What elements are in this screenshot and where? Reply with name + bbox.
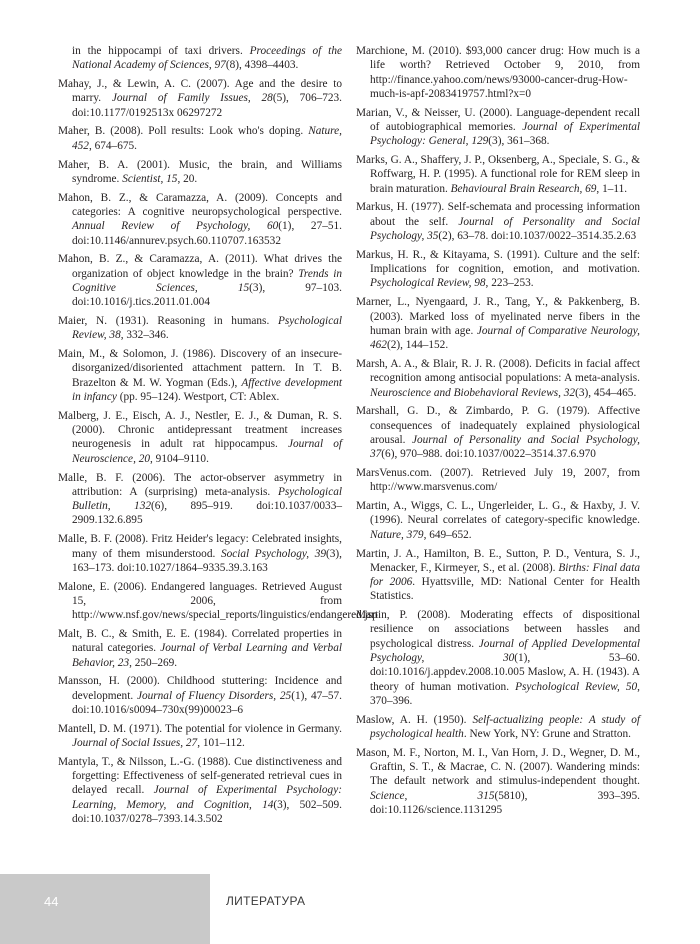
reference-text: Markus, H. R., & Kitayama, S. (1991). Culture and the self: Implications for cognition, emotion, and motivation. [356,248,640,276]
reference-source-italic: Psychological Review, 38 [72,315,342,342]
reference-entry [356,499,640,542]
reference-entry [58,158,342,187]
reference-entry [58,77,342,120]
reference-source-italic: Journal of Fluency Disorders, 25 [136,689,292,702]
reference-text: , 674–675. [88,139,137,152]
reference-source-italic: Affective development in infancy [72,376,343,404]
reference-text: Maher, B. (2008). Poll results: Look who's doping. [58,125,309,138]
reference-entry [58,627,342,670]
reference-text: , 332–346. [120,329,169,342]
reference-source-italic: Journal of Applied Developmental Psychology, 30 [370,637,641,665]
reference-text: Malle, B. F. (2008). Fritz Heider's legacy: Celebrated insights, many of them misunderstood. [58,533,342,560]
reference-entry [58,44,342,73]
reference-text: . Hyattsville, MD: National Center for Health Statistics. [370,576,640,603]
reference-entry [58,674,342,717]
reference-entry [356,44,640,101]
reference-source-italic: Journal of Neuroscience, 20 [72,438,342,465]
reference-text: Marshall, G. D., & Zimbardo, P. G. (1979). Affective consequences of inadequately explained physiological arousal. [356,405,640,446]
reference-text: (3), 502–509. doi:10.1037/0278–7393.14.3.502 [72,798,342,826]
reference-entry [58,722,342,751]
reference-entry [356,746,640,817]
reference-source-italic: Journal of Experimental Psychology: General, 129 [370,120,640,148]
reference-text: (5), 706–723. doi:10.1177/0192513x 06297272 [72,92,343,119]
reference-text: (3), 361–368. [488,135,550,148]
reference-text: Mansson, H. (2000). Childhood stuttering: Incidence and development. [58,675,342,702]
reference-entry [356,295,640,352]
reference-source-italic: Journal of Social Issues, 27 [72,737,198,750]
reference-text: Martin, P. (2008). Moderating effects of dispositional resilience on associations between hassles and psychological distress. [356,609,640,650]
reference-text: (8), 4398–4403. [225,59,299,72]
reference-text: , 101–112. [197,737,245,750]
reference-text: Maher, B. A. (2001). Music, the brain, and Williams syndrome. [58,158,342,185]
reference-entry [58,347,342,404]
reference-source-italic: Psychological Bulletin, 132 [72,485,342,513]
reference-text: Malle, B. F. (2006). The actor-observer asymmetry in attribution: A (surprising) meta-analysis. [58,471,342,498]
reference-text: (6), 895–919. doi:10.1037/0033–2909.132.6.895 [72,500,342,527]
reference-text: , 20. [177,172,198,185]
reference-text: , 223–253. [485,277,534,290]
reference-source-italic: Behavioural Brain Research, 69 [450,182,597,195]
footer-page-tab [0,874,210,944]
page-footer [0,874,700,944]
reference-entry [58,409,342,466]
reference-text: (1), 27–51. doi:10.1146/annurev.psych.60.110707.163532 [72,220,342,247]
reference-text: Mahon, B. Z., & Caramazza, A. (2011). What drives the organization of object knowledge in the brain? [58,253,342,280]
reference-text: . New York, NY: Grune and Stratton. [463,728,631,741]
reference-text: , 649–652. [423,528,472,541]
reference-entry [58,755,342,826]
reference-text: (1), 53–60. doi:10.1016/j.appdev.2008.10.005 Maslow, A. H. (1943). A theory of human motivation. [370,652,640,693]
reference-entry [356,200,640,243]
reference-text: (6), 970–988. doi:10.1037/0022–3514.37.6.970 [381,448,596,461]
reference-text: Malberg, J. E., Eisch, A. J., Nestler, E. J., & Duman, R. S. (2000). Chronic antidepressant treatment increases neurogenesis in adult rat hippocampus. [58,409,342,451]
reference-source-italic: Proceedings of the National Academy of Sciences, 97 [72,45,342,72]
reference-entry [356,248,640,291]
reference-source-italic: Social Psychology, 39 [220,547,326,560]
reference-source-italic: Nature, 379 [370,528,424,541]
reference-entry [356,466,640,495]
reference-text: Mahon, B. Z., & Caramazza, A. (2009). Concepts and categories: A cognitive neuropsychological perspective. [58,191,342,218]
reference-entry [356,404,640,461]
reference-column-left [58,44,378,831]
reference-text: (1), 47–57. doi:10.1016/s0094–730x(99)00023–6 [72,689,343,716]
reference-column-right [356,44,640,822]
reference-text: Malone, E. (2006). Endangered languages. Retrieved August 15, 2006, from http://www.nsf.gov/news/special_reports/linguistics/endangered.jsp [58,580,378,622]
reference-source-italic: Science, 315 [370,789,495,802]
reference-text: Martin, J. A., Hamilton, B. E., Sutton, P. D., Ventura, S. J., Menacker, F., Kirmeyer, S., et al. (2008). [356,547,640,574]
reference-text: Marian, V., & Neisser, U. (2000). Language-dependent recall of autobiographical memories. [356,106,640,133]
reference-entry [356,547,640,604]
reference-text: Marner, L., Nyengaard, J. R., Tang, Y., & Pakkenberg, B. (2003). Marked loss of myelinated nerve fibers in the human brain with age. [356,296,640,337]
reference-source-italic: Scientist, 15 [122,172,178,185]
reference-text: , 1–11. [596,182,628,195]
reference-text: MarsVenus.com. (2007). Retrieved July 19, 2007, from http://www.marsvenus.com/ [356,467,640,494]
reference-text: Mantell, D. M. (1971). The potential for violence in Germany. [58,722,342,735]
reference-source-italic: Journal of Experimental Psychology: Learning, Memory, and Cognition, 14 [72,784,342,811]
reference-text: Marsh, A. A., & Blair, R. J. R. (2008). Deficits in facial affect recognition among antisocial populations: A meta-analysis. [356,357,640,385]
reference-text: (2), 63–78. doi:10.1037/0022–3514.35.2.63 [438,230,637,243]
reference-entry [58,252,342,309]
reference-text: Maslow, A. H. (1950). [356,713,473,726]
reference-text: Malt, B. C., & Smith, E. E. (1984). Correlated properties in natural categories. [58,627,342,655]
reference-text: (pp. 95–124). Westport, CT: Ablex. [116,391,280,404]
reference-source-italic: Journal of Personality and Social Psychology, 35 [370,215,640,243]
reference-entry [58,314,342,343]
reference-entry [58,471,342,528]
reference-text: Mason, M. F., Norton, M. I., Van Horn, J. D., Wegner, D. M., Graftin, S. T., & Macrae, C. N. (2007). Wandering minds: The default network and stimulus-independent thought. [356,746,640,788]
reference-text: , 370–396. [370,680,640,707]
reference-text: Mahay, J., & Lewin, A. C. (2007). Age and the desire to marry. [58,78,342,105]
reference-source-italic: Nature, 452 [72,125,342,152]
running-section-title: ЛИТЕРАТУРА [226,894,306,908]
reference-text: , 9104–9110. [150,452,209,465]
reference-source-italic: Trends in Cognitive Sciences, 15 [72,267,342,294]
reference-entry [58,580,378,623]
reference-entry [356,608,640,708]
reference-text: (3), 163–173. doi:10.1027/1864–9335.39.3.163 [72,547,342,574]
reference-text: Marchione, M. (2010). $93,000 cancer drug: How much is a life worth? Retrieved October 9, 2010, from http://finance.yahoo.com/news/93000-cancer-drug-How-much-is-apf-2083419757.html?x=0 [356,45,640,100]
reference-text: Martin, A., Wiggs, C. L., Ungerleider, L. G., & Haxby, J. V. (1996). Neural correlates of category-specific knowledge. [356,500,640,527]
reference-entry [58,124,342,153]
reference-entry [58,191,342,248]
reference-source-italic: Journal of Personality and Social Psychology, 37 [370,433,640,461]
reference-source-italic: Journal of Verbal Learning and Verbal Behavior, 23 [72,642,342,669]
reference-source-italic: Births: Final data for 2006 [370,561,640,589]
reference-source-italic: Journal of Comparative Neurology, 462 [370,324,640,352]
page-number: 44 [44,894,59,909]
reference-source-italic: Neuroscience and Biobehavioral Reviews, 32 [370,386,576,399]
reference-text: Markus, H. (1977). Self-schemata and processing information about the self. [356,201,640,228]
reference-text: in the hippocampi of taxi drivers. [72,45,250,57]
reference-text: (2), 144–152. [386,339,449,352]
reference-source-italic: Journal of Family Issues, 28 [111,92,273,105]
reference-source-italic: Annual Review of Psychology, 60 [72,220,279,233]
reference-entry [356,153,640,196]
reference-entry [356,106,640,149]
reference-text: Mantyla, T., & Nilsson, L.-G. (1988). Cue distinctiveness and forgetting: Effectiveness of self-generated retrieval cues in delayed recall. [58,755,342,797]
reference-text: (3), 454–465. [575,386,637,399]
reference-source-italic: Psychological Review, 50 [515,680,638,693]
reference-text: , 250–269. [129,656,178,669]
reference-text: Main, M., & Solomon, J. (1986). Discovery of an insecure-disorganized/disoriented attachment pattern. In T. B. Brazelton & M. W. Yogman (Eds.), [58,348,342,389]
reference-entry [356,713,640,742]
reference-source-italic: Self-actualizing people: A study of psychological health [370,713,640,741]
reference-text: (3), 97–103. doi:10.1016/j.tics.2011.01.004 [72,281,342,309]
reference-text: (5810), 393–395. doi:10.1126/science.1131295 [370,789,640,817]
reference-source-italic: Psychological Review, 98 [370,277,486,290]
reference-text: Maier, N. (1931). Reasoning in humans. [58,315,278,328]
reference-entry [356,357,640,400]
reference-entry [58,532,342,575]
reference-text: Marks, G. A., Shaffery, J. P., Oksenberg, A., Speciale, S. G., & Roffwarg, H. P. (1995). A functional role for REM sleep in brain maturation. [356,154,640,195]
